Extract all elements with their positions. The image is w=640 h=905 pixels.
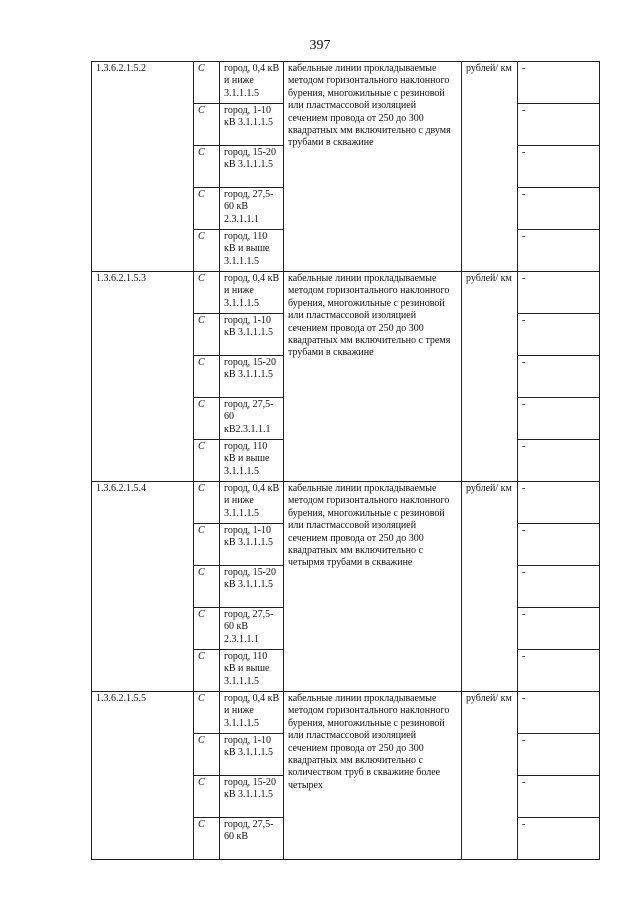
category-cell: город, 15-20 кВ 3.1.1.1.5 [220, 566, 284, 608]
item-code: 1.3.6.2.1.5.3 [92, 272, 194, 482]
unit-cell: рублей/ км [462, 62, 518, 272]
c-marker: С [194, 272, 220, 314]
item-code: 1.3.6.2.1.5.5 [92, 692, 194, 860]
description-cell: кабельные линии прокладываемые методом горизонтального наклонного бурения, многожильные с резиновой или пластмассовой изоляцией сечением провода от 250 до 300 квадратных мм включительно с четырмя трубами в скважине [284, 482, 462, 692]
category-cell: город, 1-10 кВ 3.1.1.1.5 [220, 314, 284, 356]
c-marker: С [194, 398, 220, 440]
category-cell: город, 27,5-60 кВ [220, 818, 284, 860]
value-cell: - [518, 62, 600, 104]
c-marker: С [194, 734, 220, 776]
c-marker: С [194, 482, 220, 524]
value-cell: - [518, 356, 600, 398]
category-cell: город, 0,4 кВ и ниже 3.1.1.1.5 [220, 692, 284, 734]
c-marker: С [194, 608, 220, 650]
category-cell: город, 0,4 кВ и ниже 3.1.1.1.5 [220, 272, 284, 314]
category-cell: город, 27,5-60 кВ2.3.1.1.1 [220, 398, 284, 440]
unit-cell: рублей/ км [462, 692, 518, 860]
description-cell: кабельные линии прокладываемые методом горизонтального наклонного бурения, многожильные с резиновой или пластмассовой изоляцией сечением провода от 250 до 300 квадратных мм включительно с тремя трубами в скважине [284, 272, 462, 482]
category-cell: город, 15-20 кВ 3.1.1.1.5 [220, 356, 284, 398]
c-marker: С [194, 146, 220, 188]
value-cell: - [518, 314, 600, 356]
value-cell: - [518, 230, 600, 272]
c-marker: С [194, 104, 220, 146]
c-marker: С [194, 440, 220, 482]
category-cell: город, 0,4 кВ и ниже 3.1.1.1.5 [220, 62, 284, 104]
tariff-table [91, 61, 600, 860]
table-row [92, 272, 600, 314]
value-cell: - [518, 104, 600, 146]
item-code: 1.3.6.2.1.5.4 [92, 482, 194, 692]
value-cell: - [518, 734, 600, 776]
table-row [92, 692, 600, 734]
unit-cell: рублей/ км [462, 482, 518, 692]
value-cell: - [518, 188, 600, 230]
value-cell: - [518, 146, 600, 188]
table-row [92, 482, 600, 524]
c-marker: С [194, 692, 220, 734]
value-cell: - [518, 650, 600, 692]
category-cell: город, 27,5-60 кВ 2.3.1.1.1 [220, 608, 284, 650]
category-cell: город, 15-20 кВ 3.1.1.1.5 [220, 776, 284, 818]
category-cell: город, 1-10 кВ 3.1.1.1.5 [220, 104, 284, 146]
c-marker: С [194, 776, 220, 818]
category-cell: город, 1-10 кВ 3.1.1.1.5 [220, 734, 284, 776]
value-cell: - [518, 566, 600, 608]
value-cell: - [518, 272, 600, 314]
c-marker: С [194, 650, 220, 692]
category-cell: город, 0,4 кВ и ниже 3.1.1.1.5 [220, 482, 284, 524]
value-cell: - [518, 482, 600, 524]
value-cell: - [518, 398, 600, 440]
value-cell: - [518, 524, 600, 566]
c-marker: С [194, 230, 220, 272]
value-cell: - [518, 608, 600, 650]
item-code: 1.3.6.2.1.5.2 [92, 62, 194, 272]
table-row [92, 62, 600, 104]
category-cell: город, 27,5-60 кВ 2.3.1.1.1 [220, 188, 284, 230]
c-marker: С [194, 62, 220, 104]
category-cell: город, 110 кВ и выше 3.1.1.1.5 [220, 230, 284, 272]
category-cell: город, 110 кВ и выше 3.1.1.1.5 [220, 650, 284, 692]
unit-cell: рублей/ км [462, 272, 518, 482]
category-cell: город, 15-20 кВ 3.1.1.1.5 [220, 146, 284, 188]
category-cell: город, 110 кВ и выше 3.1.1.1.5 [220, 440, 284, 482]
c-marker: С [194, 356, 220, 398]
c-marker: С [194, 314, 220, 356]
c-marker: С [194, 818, 220, 860]
page-number: 397 [309, 38, 331, 53]
value-cell: - [518, 440, 600, 482]
value-cell: - [518, 692, 600, 734]
category-cell: город, 1-10 кВ 3.1.1.1.5 [220, 524, 284, 566]
c-marker: С [194, 524, 220, 566]
description-cell: кабельные линии прокладываемые методом горизонтального наклонного бурения, многожильные с резиновой или пластмассовой изоляцией сечением провода от 250 до 300 квадратных мм включительно с двумя трубами в скважине [284, 62, 462, 272]
value-cell: - [518, 818, 600, 860]
value-cell: - [518, 776, 600, 818]
description-cell: кабельные линии прокладываемые методом горизонтального наклонного бурения, многожильные с резиновой или пластмассовой изоляцией сечением провода от 250 до 300 квадратных мм включительно с количеством труб в скважине более четырех [284, 692, 462, 860]
c-marker: С [194, 566, 220, 608]
c-marker: С [194, 188, 220, 230]
